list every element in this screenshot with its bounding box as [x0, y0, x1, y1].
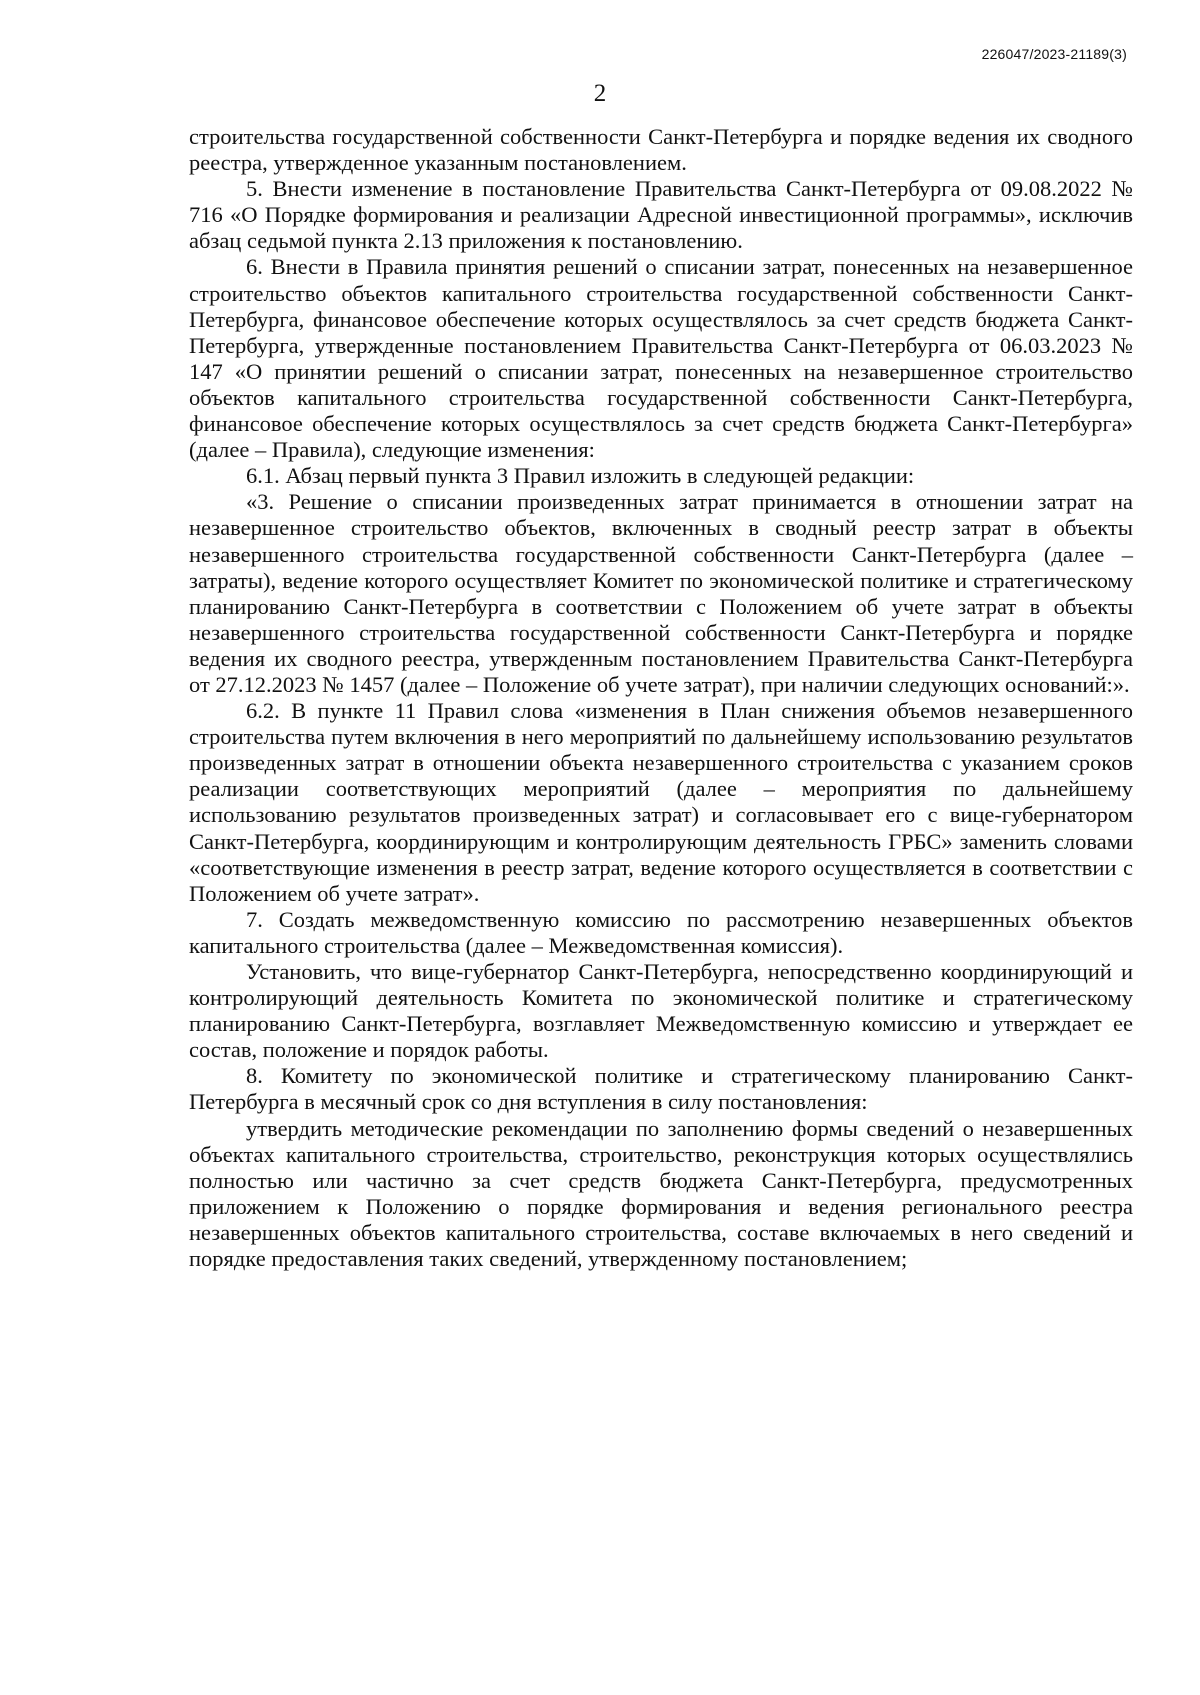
- paragraph: 6.2. В пункте 11 Правил слова «изменения в План снижения объемов незавершенного строительства путем включения в него мероприятий по дальнейшему использованию результатов произведенных затрат в отношении объекта незавершенного строительства с указанием сроков реализации соответствующих мероприятий (далее – мероприятия по дальнейшему использованию результатов произведенных затрат) и согласовывает его с вице-губернатором Санкт-Петербурга, координирующим и контролирующим деятельность ГРБС» заменить словами «соответствующие изменения в реестр затрат, ведение которого осуществляется в соответствии с Положением об учете затрат».: [189, 698, 1133, 906]
- paragraph: строительства государственной собственности Санкт-Петербурга и порядке ведения их сводного реестра, утвержденное указанным постановлением.: [189, 124, 1133, 176]
- paragraph: «3. Решение о списании произведенных затрат принимается в отношении затрат на незавершенное строительство объектов, включенных в сводный реестр затрат в объекты незавершенного строительства государственной собственности Санкт-Петербурга (далее – затраты), ведение которого осуществляет Комитет по экономической политике и стратегическому планированию Санкт-Петербурга в соответствии с Положением об учете затрат в объекты незавершенного строительства государственной собственности Санкт-Петербурга и порядке ведения их сводного реестра, утвержденным постановлением Правительства Санкт-Петербурга от 27.12.2023 № 1457 (далее – Положение об учете затрат), при наличии следующих оснований:».: [189, 489, 1133, 697]
- paragraph: 7. Создать межведомственную комиссию по рассмотрению незавершенных объектов капитального строительства (далее – Межведомственная комиссия).: [189, 906, 1133, 958]
- paragraph: 5. Внести изменение в постановление Правительства Санкт-Петербурга от 09.08.2022 № 716 «О Порядке формирования и реализации Адресной инвестиционной программы», исключив абзац седьмой пункта 2.13 приложения к постановлению.: [189, 176, 1133, 254]
- page-number: 2: [593, 80, 607, 107]
- paragraph: 8. Комитету по экономической политике и стратегическому планированию Санкт-Петербурга в месячный срок со дня вступления в силу постановления:: [189, 1063, 1133, 1115]
- document-body: [189, 124, 1133, 1272]
- paragraph: Установить, что вице-губернатор Санкт-Петербурга, непосредственно координирующий и контролирующий деятельность Комитета по экономической политике и стратегическому планированию Санкт-Петербурга, возглавляет Межведомственную комиссию и утверждает ее состав, положение и порядок работы.: [189, 959, 1133, 1063]
- paragraph: 6.1. Абзац первый пункта 3 Правил изложить в следующей редакции:: [246, 463, 915, 489]
- document-registration-number: 226047/2023-21189(3): [981, 46, 1127, 62]
- paragraph: утвердить методические рекомендации по заполнению формы сведений о незавершенных объектах капитального строительства, строительство, реконструкция которых осуществлялись полностью или частично за счет средств бюджета Санкт-Петербурга, предусмотренных приложением к Положению о порядке формирования и ведения регионального реестра незавершенных объектов капитального строительства, составе включаемых в него сведений и порядке предоставления таких сведений, утвержденному постановлением;: [189, 1115, 1133, 1272]
- paragraph: 6. Внести в Правила принятия решений о списании затрат, понесенных на незавершенное строительство объектов капитального строительства государственной собственности Санкт-Петербурга, финансовое обеспечение которых осуществлялось за счет средств бюджета Санкт-Петербурга, утвержденные постановлением Правительства Санкт-Петербурга от 06.03.2023 № 147 «О принятии решений о списании затрат, понесенных на незавершенное строительство объектов капитального строительства государственной собственности Санкт-Петербурга, финансовое обеспечение которых осуществлялось за счет средств бюджета Санкт-Петербурга» (далее – Правила), следующие изменения:: [189, 254, 1133, 463]
